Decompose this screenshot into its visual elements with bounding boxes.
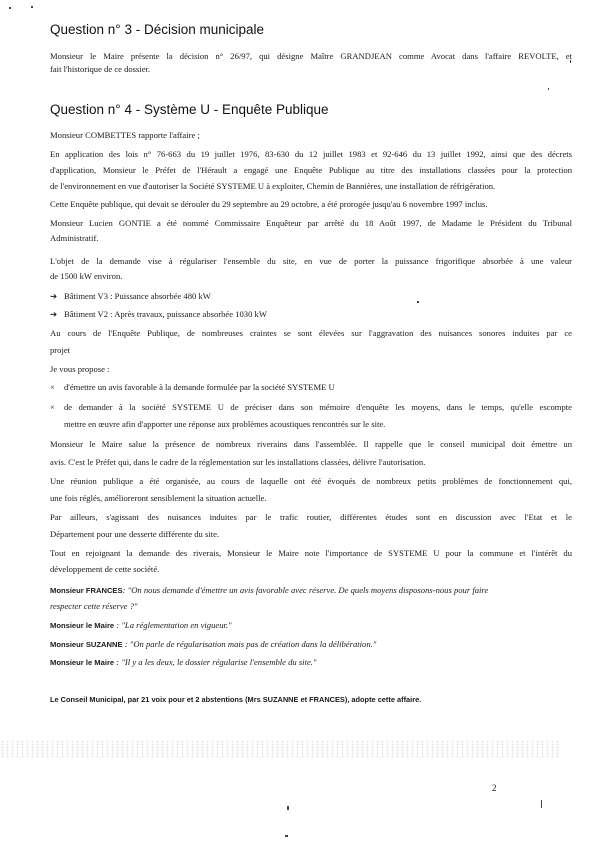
q4-paragraph-line: Au cours de l'Enquête Publique, de nombreuses craintes se sont élevées sur l'aggravation des nuisances sonores induites par ce	[50, 328, 572, 338]
q4-paragraph-line: Tout en rejoignant la demande des riverais, Monsieur le Maire note l'importance de SYSTEME U pour la commune et l'intérêt du	[50, 548, 572, 558]
q4-paragraph-line: de l'environnement en vue d'autoriser la Société SYSTEME U à exploiter, Chemin de Bannières, une installation de réfrigération.	[50, 181, 496, 191]
dialogue-line	[50, 620, 572, 631]
proposal-item-continued: mettre en œuvre afin d'apporter une réponse aux problèmes acoustiques rencontrés sur le site.	[64, 419, 386, 429]
scan-speck	[9, 7, 11, 9]
arrow-list-item: Bâtiment V2 : Après travaux, puissance absorbée 1030 kW	[64, 309, 267, 319]
scan-speck	[285, 835, 288, 837]
q4-paragraph-line: Monsieur le Maire salue la présence de nombreux riverains dans l'assemblée. Il rappelle que le conseil municipal doit émettre un	[50, 439, 572, 449]
q4-paragraph-line: En application des lois n° 76-663 du 19 juillet 1976, 83-630 du 12 juillet 1983 et 92-646 du 13 juillet 1992, ainsi que des décrets	[50, 149, 572, 159]
cross-bullet-icon: ×	[50, 382, 55, 392]
speaker-name: Monsieur le Maire	[50, 621, 115, 630]
speech-text: : "On parle de régularisation mais pas de création dans la délibération."	[122, 639, 377, 649]
question-3-heading: Question n° 3 - Décision municipale	[50, 22, 265, 37]
q4-intro: Monsieur COMBETTES rapporte l'affaire ;	[50, 130, 200, 140]
q4-paragraph-line: de 1500 kW environ.	[50, 271, 123, 281]
q4-paragraph-line: Une réunion publique a été organisée, au cours de laquelle ont été évoqués de nombreux petits problèmes de fonctionnement qui,	[50, 476, 572, 486]
q4-paragraph-line: Monsieur Lucien GONTIE a été nommé Commissaire Enquêteur par arrêté du 18 Août 1997, de Madame le Président du Tribunal	[50, 218, 572, 228]
dialogue-line	[50, 657, 572, 668]
speaker-name: Monsieur FRANCES	[50, 586, 123, 595]
speaker-name: Monsieur le Maire	[50, 658, 115, 667]
q4-paragraph-line: L'objet de la demande vise à régulariser l'ensemble du site, en vue de porter la puissance frigorifique absorbée à une valeur	[50, 256, 572, 266]
scan-speck	[548, 88, 549, 90]
proposal-item: d'émettre un avis favorable à la demande formulée par la société SYSTEME U	[64, 382, 335, 392]
speech-text: : "La réglementation en vigueur."	[114, 620, 232, 630]
scan-noise-band	[0, 740, 560, 758]
proposal-intro: Je vous propose :	[50, 364, 110, 374]
speaker-name: Monsieur SUZANNE	[50, 640, 123, 649]
dialogue-line	[50, 585, 572, 596]
q4-paragraph-line: d'application, Monsieur le Préfet de l'Hérault a engagé une Enquête Publique au titre des installations classées pour la protection	[50, 165, 572, 175]
q3-text-line: Monsieur le Maire présente la décision n° 26/97, qui désigne Maître GRANDJEAN comme Avocat dans l'affaire REVOLTE, et	[50, 51, 572, 61]
q3-text-line: fait l'historique de ce dossier.	[50, 64, 151, 74]
speech-text: : "On nous demande d'émettre un avis favorable avec réserve. De quels moyens disposons-nous pour faire	[122, 585, 489, 595]
council-decision: Le Conseil Municipal, par 21 voix pour et 2 abstentions (Mrs SUZANNE et FRANCES), adopte cette affaire.	[50, 695, 422, 704]
q4-paragraph-line: Par ailleurs, s'agissant des nuisances induites par le trafic routier, différentes études sont en discussion avec l'Etat et le	[50, 512, 572, 522]
dialogue-line	[50, 639, 572, 650]
scan-speck	[541, 800, 542, 808]
q4-paragraph-line: une fois réglés, amélioreront sensiblement la situation actuelle.	[50, 493, 267, 503]
q4-paragraph-line: Administratif.	[50, 233, 99, 243]
speech-text-continued: respecter cette réserve ?"	[50, 601, 138, 611]
scan-speck	[31, 6, 33, 8]
q4-paragraph-line: Département pour une desserte différente du site.	[50, 529, 220, 539]
q4-paragraph-line: développement de cette société.	[50, 564, 160, 574]
scan-speck	[287, 806, 289, 810]
page-number: 2	[492, 783, 497, 793]
q4-paragraph-line: Cette Enquête publique, qui devait se dérouler du 29 septembre au 29 octobre, a été prorogée jusqu'au 6 novembre 1997 inclus.	[50, 199, 488, 209]
arrow-right-icon: ➔	[50, 291, 58, 301]
arrow-right-icon: ➔	[50, 309, 58, 319]
q4-paragraph-line: projet	[50, 345, 71, 355]
question-4-heading: Question n° 4 - Système U - Enquête Publique	[50, 102, 329, 117]
cross-bullet-icon: ×	[50, 402, 55, 412]
speech-text: : "Il y a les deux, le dossier régularise l'ensemble du site."	[114, 657, 317, 667]
proposal-item: de demander à la société SYSTEME U de préciser dans son mémoire d'enquête les moyens, dans le temps, qu'elle escompte	[64, 402, 572, 412]
q4-paragraph-line: avis. C'est le Préfet qui, dans le cadre de la réglementation sur les installations classées, délivre l'autorisation.	[50, 457, 426, 467]
arrow-list-item: Bâtiment V3 : Puissance absorbée 480 kW	[64, 291, 211, 301]
